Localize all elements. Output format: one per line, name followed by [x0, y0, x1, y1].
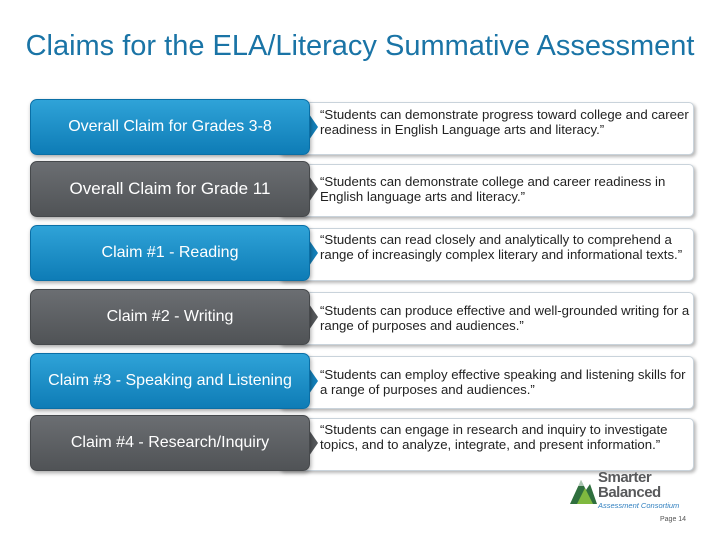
- arrow-pointer: [309, 368, 318, 394]
- claim-label-box: [30, 99, 310, 155]
- claim-row-writing: [28, 288, 696, 348]
- mountain-logo-icon: [568, 474, 598, 510]
- logo-line-1: Smarter: [598, 469, 652, 486]
- logo-line-2: Balanced: [598, 484, 661, 501]
- arrow-pointer: [309, 114, 318, 140]
- smarter-balanced-logo: [568, 470, 693, 512]
- claim-label: Overall Claim for Grade 11: [69, 179, 271, 198]
- claim-row-overall-11: [28, 160, 696, 220]
- claim-label-box: [30, 225, 310, 281]
- claim-row-reading: [28, 224, 696, 284]
- claim-quote: “Students can demonstrate progress toward college and career readiness in English Language arts and literacy.”: [320, 107, 689, 137]
- claim-quote: “Students can demonstrate college and career readiness in English language arts and literacy.”: [320, 174, 666, 204]
- claim-label-box: [30, 161, 310, 217]
- arrow-pointer: [309, 240, 318, 266]
- claim-row-research: [28, 414, 696, 474]
- claim-quote: “Students can employ effective speaking and listening skills for a range of purposes and audiences.”: [320, 367, 686, 397]
- claim-quote: “Students can engage in research and inquiry to investigate topics, and to analyze, integrate, and present information.”: [320, 422, 668, 452]
- claim-label: Claim #1 - Reading: [101, 244, 239, 261]
- claim-row-speaking: [28, 352, 696, 412]
- arrow-pointer: [309, 304, 318, 330]
- claim-label: Overall Claim for Grades 3-8: [68, 118, 272, 135]
- arrow-pointer: [309, 176, 318, 202]
- claim-row-overall-3-8: [28, 98, 696, 158]
- claim-label: Claim #2 - Writing: [106, 308, 234, 325]
- logo-line-3: Assessment Consortium: [598, 501, 680, 510]
- claim-label: Claim #4 - Research/Inquiry: [70, 434, 270, 451]
- page-number: Page 14: [660, 516, 687, 523]
- claim-label-box: [30, 353, 310, 409]
- claim-quote: “Students can produce effective and well-grounded writing for a range of purposes and audiences.”: [320, 303, 690, 333]
- claim-label-box: [30, 415, 310, 471]
- claim-label: Claim #3 - Speaking and Listening: [48, 372, 292, 389]
- claim-label-box: [30, 289, 310, 345]
- arrow-pointer: [309, 430, 318, 456]
- slide-title: Claims for the ELA/Literacy Summative Assessment: [25, 30, 695, 62]
- claim-quote: “Students can read closely and analytically to comprehend a range of increasingly complex literary and informational texts.”: [320, 232, 683, 262]
